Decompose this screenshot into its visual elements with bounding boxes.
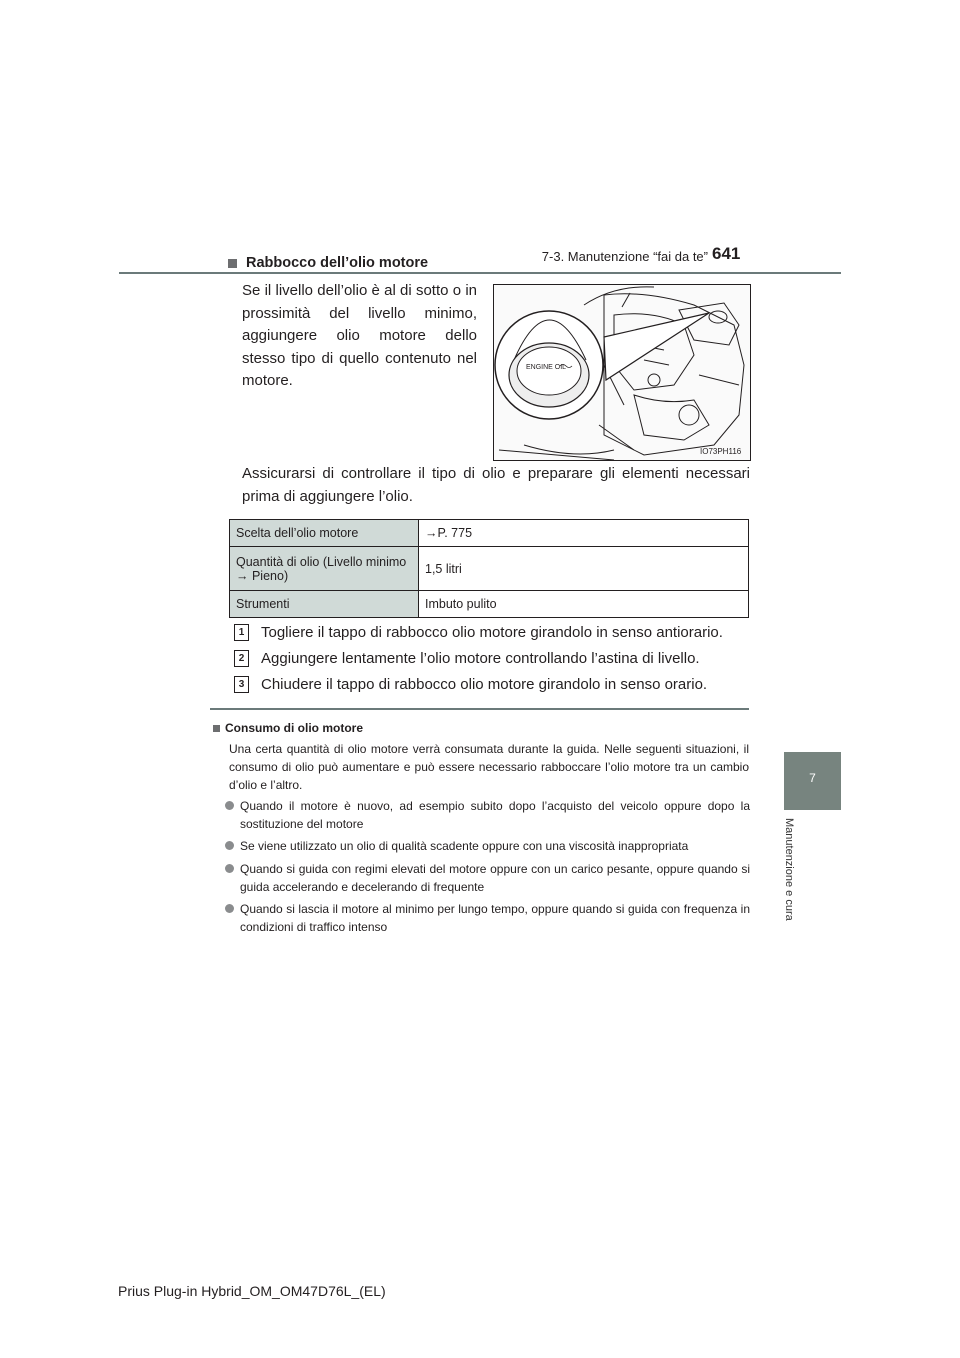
page-number: 641 (712, 244, 741, 263)
chapter-label-container (774, 818, 804, 936)
engine-bay-drawing (494, 285, 750, 460)
step-item (234, 676, 707, 693)
step-number-badge: 2 (234, 650, 249, 667)
preparation-paragraph: Assicurarsi di controllare il tipo di olio e preparare gli elementi necessari prima di aggiungere l’olio. (242, 465, 750, 505)
spec-table-container (229, 519, 749, 618)
list-item (225, 900, 750, 936)
intro-paragraph: Se il livello dell’olio è al di sotto o in prossimità del livello minimo, aggiungere olio motore dello stesso tipo di quello contenuto nel motore. (242, 282, 477, 389)
bullet-dot-icon (225, 801, 234, 810)
table-cell-label-line: Quantità di olio (Livello minimo (236, 554, 407, 569)
spec-table (229, 519, 749, 618)
square-bullet-icon (213, 725, 220, 732)
step-number-badge: 1 (234, 624, 249, 641)
list-item-text: Quando si lascia il motore al minimo per lungo tempo, oppure quando si guida con frequenza in condizioni di traffico intenso (240, 902, 750, 934)
note-title-text: Consumo di olio motore (225, 721, 363, 735)
table-cell-label (230, 547, 419, 591)
engine-oil-cap-illustration (493, 284, 751, 461)
bullet-dot-icon (225, 841, 234, 850)
step-number-badge: 3 (234, 676, 249, 693)
list-item-text: Quando si guida con regimi elevati del motore oppure con un carico pesante, oppure quando si guida accelerando e decelerando di frequente (240, 862, 750, 894)
table-cell-value: Imbuto pulito (419, 591, 749, 618)
list-item (225, 860, 750, 896)
table-row (230, 547, 749, 591)
step-text: Togliere il tappo di rabbocco olio motore girandolo in senso antiorario. (261, 624, 723, 641)
table-cell-value: 1,5 litri (419, 547, 749, 591)
chapter-number: 7 (809, 771, 816, 785)
list-item-text: Quando il motore è nuovo, ad esempio subito dopo l’acquisto del veicolo oppure dopo la sostituzione del motore (240, 799, 750, 831)
table-cell-label: Scelta dell’olio motore (230, 520, 419, 547)
page-footer: Prius Plug-in Hybrid_OM_OM47D76L_(EL) (118, 1283, 386, 1299)
table-row (230, 591, 749, 618)
header-rule (119, 272, 841, 274)
note-paragraph: Una certa quantità di olio motore verrà consumata durante la guida. Nelle seguenti situazioni, il consumo di olio può aumentare e può essere necessario rabboccare l’olio motore tra un cambio d’olio e l’altro. (229, 742, 749, 792)
step-item (234, 624, 723, 641)
engine-oil-cap-text: ENGINE OIL (526, 364, 567, 371)
step-text: Chiudere il tappo di rabbocco olio motore girandolo in senso orario. (261, 676, 708, 693)
figure-code: IO73PH116 (700, 447, 742, 456)
list-item (225, 837, 750, 855)
table-cell-label-line: → Pieno) (236, 568, 289, 583)
table-cell-label: Strumenti (230, 591, 419, 618)
step-item (234, 650, 700, 667)
square-bullet-icon (228, 259, 237, 268)
table-cell-value: →P. 775 (419, 520, 749, 547)
bullet-dot-icon (225, 904, 234, 913)
section-header: 7-3. Manutenzione “fai da te” (541, 249, 708, 264)
section-title-text: Rabbocco dell’olio motore (246, 255, 429, 271)
table-row (230, 520, 749, 547)
section-divider (210, 708, 749, 710)
step-text: Aggiungere lentamente l’olio motore controllando l’astina di livello. (261, 650, 700, 667)
list-item-text: Se viene utilizzato un olio di qualità scadente oppure con una viscosità inappropriata (240, 839, 689, 853)
list-item (225, 797, 750, 833)
bullet-dot-icon (225, 864, 234, 873)
section-title (228, 255, 428, 271)
chapter-label: Manutenzione e cura (783, 818, 795, 921)
note-title (213, 721, 363, 735)
